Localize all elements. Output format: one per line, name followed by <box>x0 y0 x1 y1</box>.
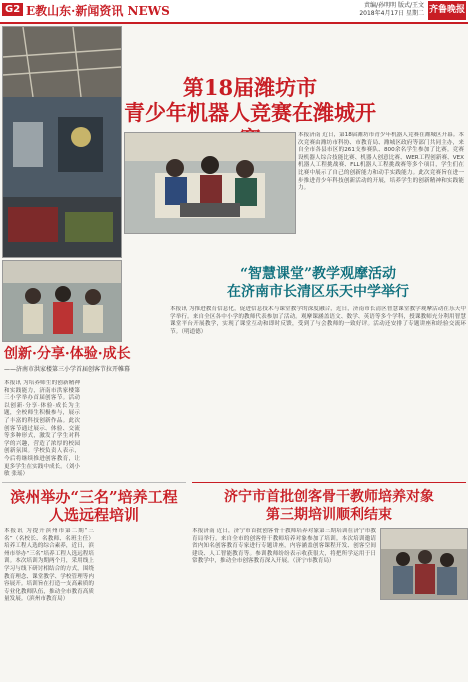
bottom-left-title-line2: 人选远程培训 <box>48 506 139 524</box>
page-code: G2 <box>2 3 23 16</box>
main-headline-line2: 青少年机器人竞赛在潍城开 <box>124 100 376 125</box>
page-header <box>0 0 468 24</box>
left-photo <box>2 260 122 342</box>
left-article-title: 创新·分享·体验·成长 <box>4 346 131 362</box>
bottom-right-title-line2: 第三期培训顺利结束 <box>266 507 392 523</box>
left-article-subtitle: ——济南市洪家楼第三小学首届创客节拉开帷幕 <box>4 366 131 373</box>
bottom-left-article-title <box>4 488 184 524</box>
main-article-body: 本报济南 近日，第18届潍坊市青少年机器人竞赛在潍城区开幕。本次竞赛由潍坊市科协、市教育局、潍城区政府等部门共同主办，来自全市各县市区的261支参赛队、800余名学生参加了比赛。竞赛设机器人综合技能比赛、机器人创意比赛、WER工程创新赛、VEX机器人工程挑战赛、FLL机器人工程挑战赛等多个项目，学生们在比赛中展示了自己的创新能力和动手实践能力。此次竞赛旨在进一步推进青少年科技创新活动的开展，培养学生的创新精神和实践能力。 <box>298 132 464 192</box>
main-photo-image <box>125 133 295 233</box>
bottom-left-article-body-col2 <box>98 528 188 678</box>
bottom-right-photo-image <box>381 529 467 599</box>
left-article-body: 本报讯 为培养师生的创新精神和实践能力，济南市洪家楼第三小学举办首届创客节。活动以创新·分享·体验·成长为主题，全校师生积极参与，展示了丰富的科技创新作品。此次创客节通过展示、体验、交流等多种形式，激发了学生对科学的兴趣，营造了浓厚的校园创新氛围。学校负责人表示，今后将继续推进创客教育，让更多学生在实践中成长。（刘小敏 张瑶） <box>4 380 80 478</box>
section-divider <box>192 482 466 483</box>
center-article-body: 本报讯 为推进教育信息化，促进信息技术与课堂教学的深度融合，近日，济南市长清区智慧课堂教学观摩活动在乐天中学举行。来自全区各中小学的教师代表参加了活动。观摩课涵盖语文、数学、英语等多个学科，授课教师充分利用智慧课堂平台开展教学，实现了课堂互动和即时反馈，受到了与会教师的一致好评。活动还安排了专题讲座和经验交流环节。（明道德） <box>170 306 466 335</box>
center-title-line2: 在济南市长清区乐天中学举行 <box>227 284 409 300</box>
top-photo <box>2 26 122 258</box>
bottom-right-title-line1: 济宁市首批创客骨干教师培养对象 <box>224 489 434 505</box>
top-photo-image <box>3 27 121 257</box>
main-article-body-cont <box>124 236 464 250</box>
bottom-left-article-body: 本报讯 为提升滨州市第二期“三名”（名校长、名教师、名班主任）培养工程人选的综合素养，近日，滨州市举办“三名”培养工程人选远程培训。本次培训为期两个月，采用线上学习与线下研讨相结合的方式，围绕教育理念、课堂教学、学校管理等内容展开。培训旨在打造一支高素质的专业化教师队伍，推动全市教育高质量发展。（滨州市教育局） <box>4 528 94 603</box>
header-meta <box>359 2 424 18</box>
newspaper-logo: 齐鲁晚报 <box>428 1 466 20</box>
bottom-left-title-line1: 滨州举办“三名”培养工程 <box>10 488 178 506</box>
main-headline-line1: 第18届潍坊市 <box>182 75 318 100</box>
bottom-right-article-body: 本报济南 近日，济宁市首批创客骨干教师培养对象第三期培训在济宁市教育局举行。来自全市的创客骨干教师培养对象参加了培训。本次培训邀请省内知名创客教育专家进行专题讲座，内容涵盖创客课程开发、创客空间建设、人工智能教育等。参训教师纷纷表示收获很大，将把所学运用于日常教学中，推动全市创客教育深入开展。（济宁市教育局） <box>192 528 376 565</box>
left-article-body-col2 <box>84 380 164 480</box>
center-title-line1: “智慧课堂”教学观摩活动 <box>239 266 397 282</box>
bottom-right-article-body-col2 <box>380 602 466 678</box>
issue-date: 2018年4月17日 星期二 <box>359 10 424 17</box>
main-photo <box>124 132 296 234</box>
center-article-title <box>170 265 466 301</box>
bottom-right-photo <box>380 528 468 600</box>
section-title: E教山东·新闻资讯 NEWS <box>26 4 170 18</box>
bottom-right-article-title <box>192 488 466 524</box>
left-photo-image <box>3 261 121 341</box>
editor-credit: 责编/孙明明 版式/王文 <box>364 2 424 9</box>
divider-line <box>2 482 186 483</box>
